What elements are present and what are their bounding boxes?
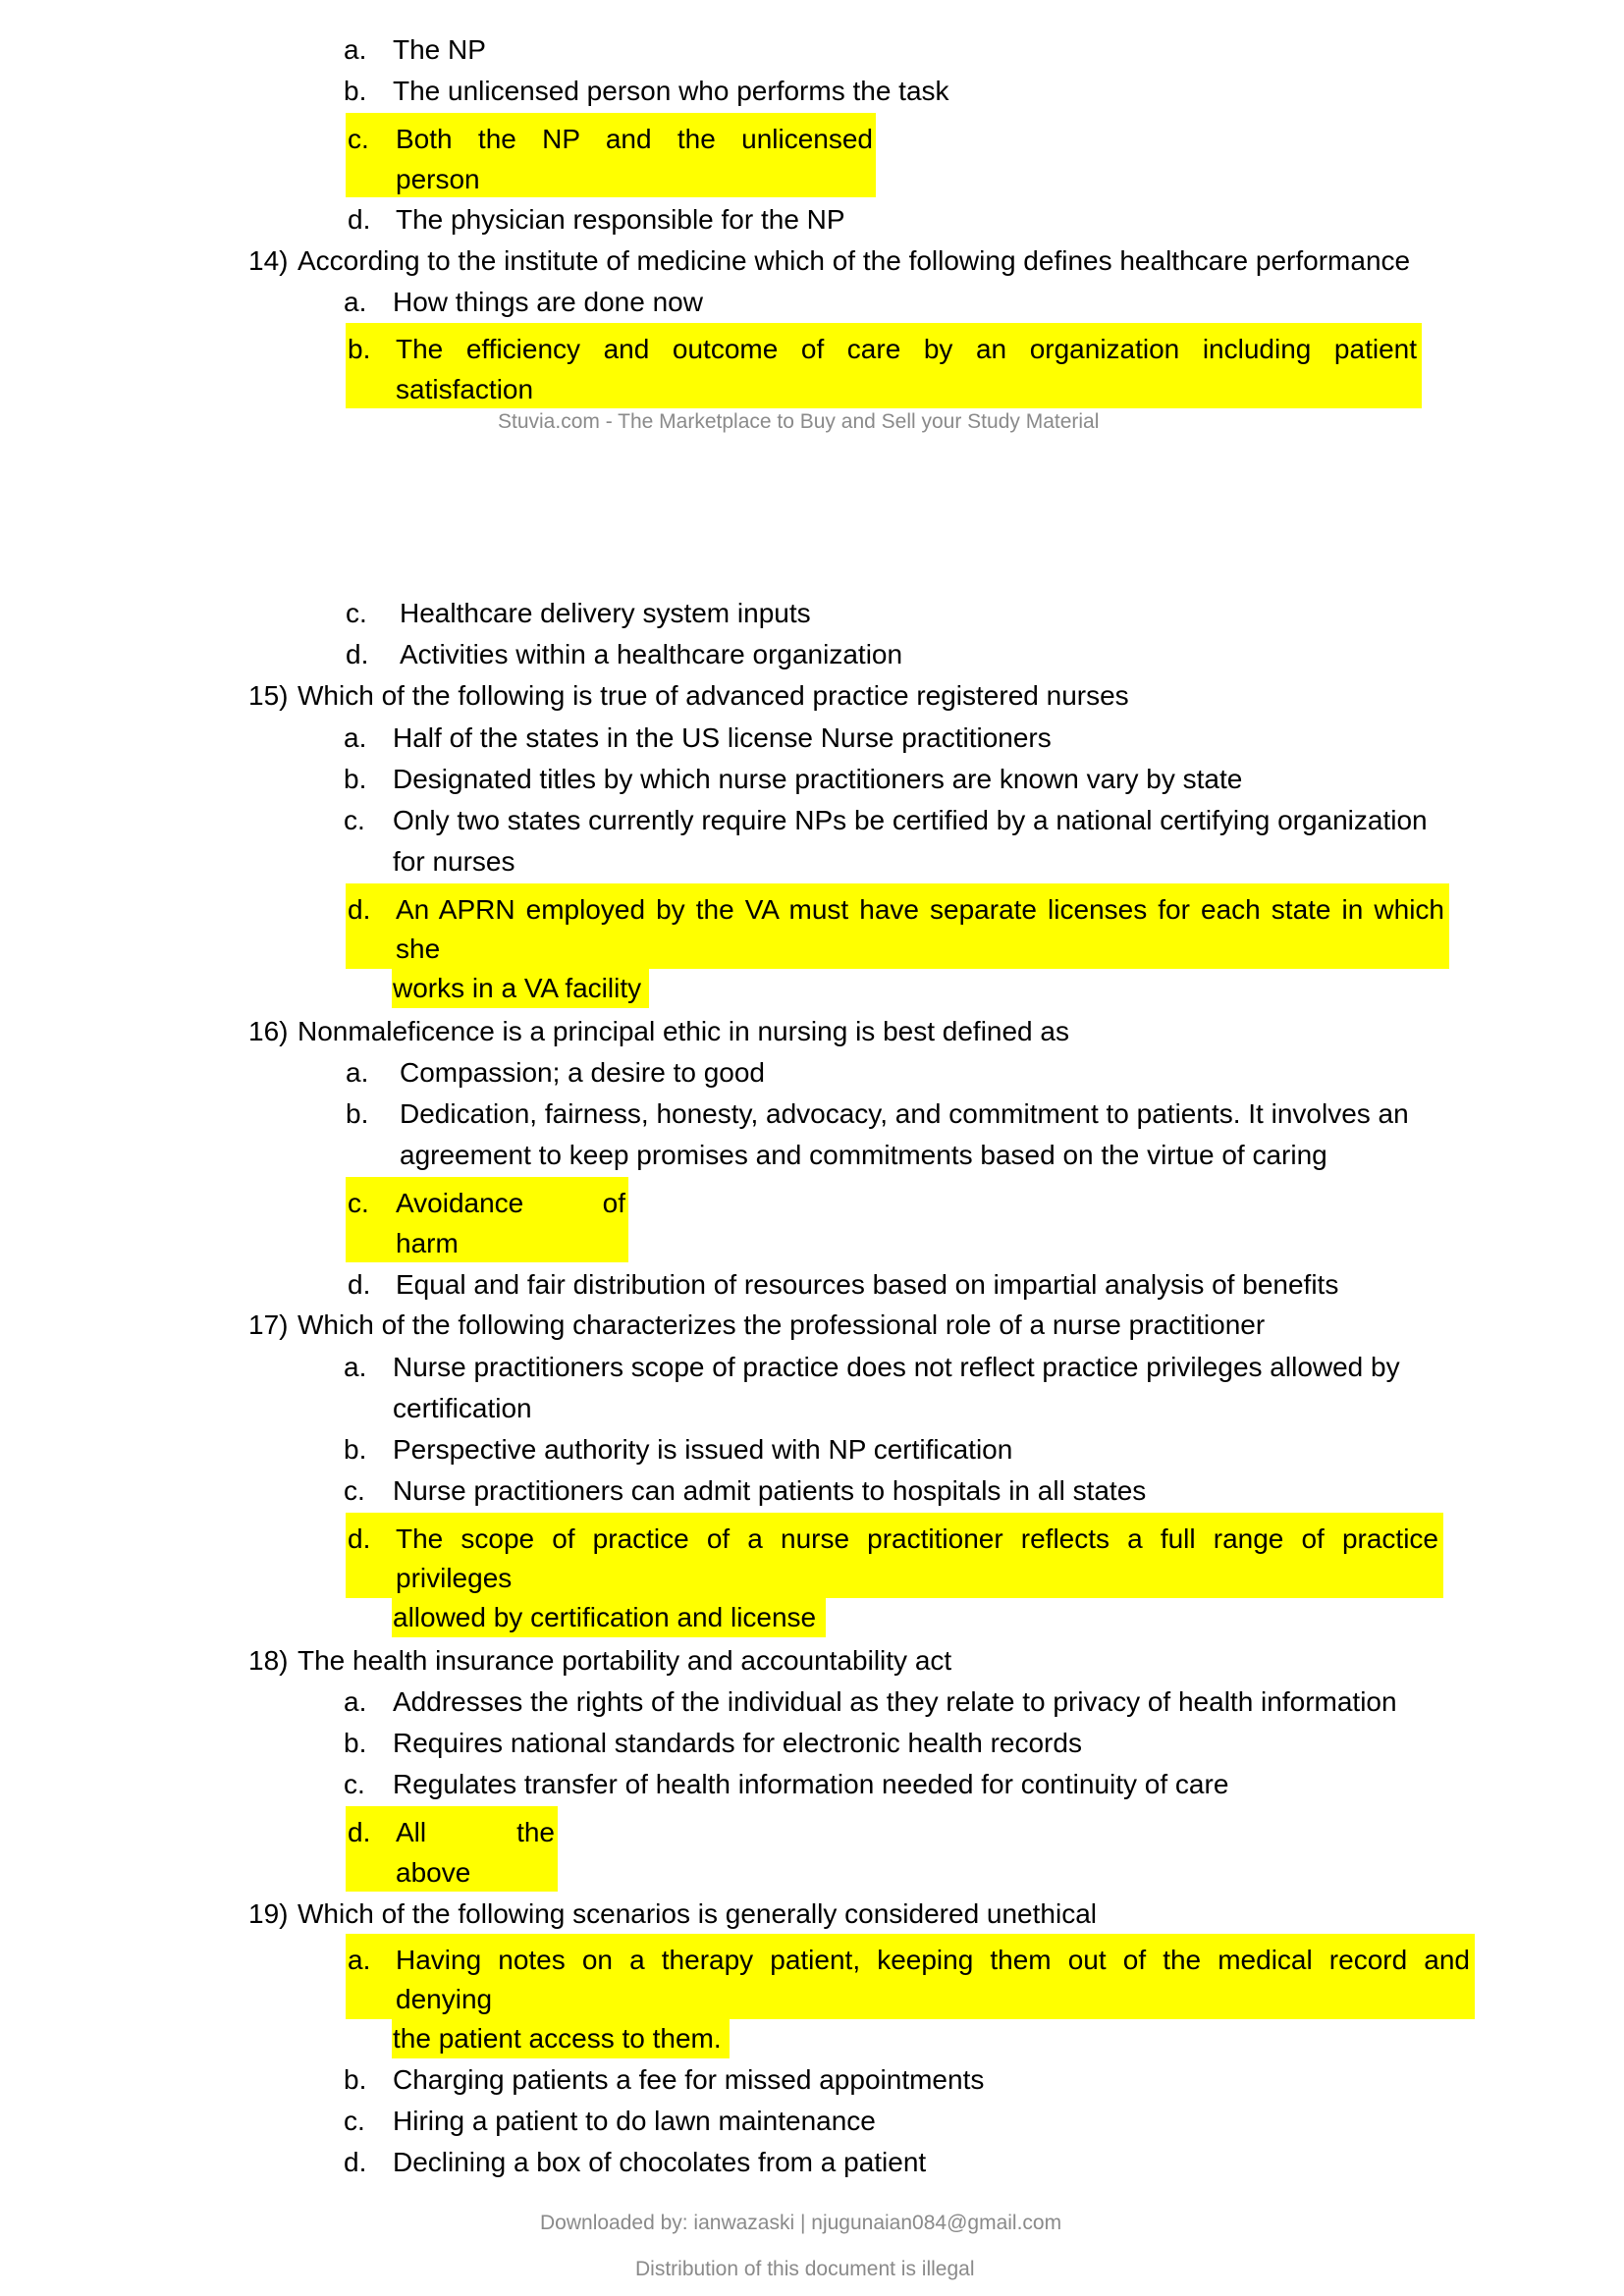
option-text: Perspective authority is issued with NP certification	[393, 1434, 1013, 1465]
option-text-continued: the patient access to them.	[393, 2023, 722, 2054]
option-letter: a.	[344, 287, 367, 317]
option-text: All the	[396, 1817, 555, 1847]
option-letter: a.	[344, 722, 367, 753]
option-text-continued: person	[396, 164, 480, 194]
option-text: Hiring a patient to do lawn maintenance	[393, 2106, 876, 2136]
option-text: Healthcare delivery system inputs	[400, 598, 811, 628]
option-text-continued: satisfaction	[396, 374, 534, 404]
option-text-continued: works in a VA facility	[393, 973, 642, 1003]
option-letter: c.	[344, 1769, 365, 1799]
option-text: Activities within a healthcare organization	[400, 639, 903, 669]
option-text-continued: above	[396, 1857, 471, 1888]
question-number: 19)	[248, 1898, 289, 1929]
option-letter: b.	[346, 1098, 369, 1129]
question-text: Which of the following characterizes the professional role of a nurse practitioner	[298, 1309, 1266, 1340]
page-footer: Stuvia.com - The Marketplace to Buy and Sell your Study Material	[498, 410, 1100, 433]
option-text-continued: privileges	[396, 1563, 513, 1593]
option-text: The efficiency and outcome of care by an organization including patient	[396, 334, 1417, 364]
option-letter: a.	[344, 1686, 367, 1717]
option-letter: b.	[344, 76, 367, 106]
option-text: Designated titles by which nurse practitioners are known vary by state	[393, 764, 1243, 794]
option-text: The physician responsible for the NP	[396, 204, 845, 235]
downloaded-by-footer: Downloaded by: ianwazaski | njugunaian084@gmail.com	[540, 2212, 1062, 2234]
option-letter: d.	[348, 1269, 371, 1300]
option-text: Charging patients a fee for missed appointments	[393, 2064, 985, 2095]
option-letter: b.	[344, 1728, 367, 1758]
option-text-continued: allowed by certification and license	[393, 1602, 817, 1632]
question-number: 18)	[248, 1645, 289, 1676]
option-text: Half of the states in the US license Nurse practitioners	[393, 722, 1052, 753]
option-letter: b.	[348, 334, 371, 364]
option-text: Equal and fair distribution of resources based on impartial analysis of benefits	[396, 1269, 1339, 1300]
question-text: Which of the following is true of advanced practice registered nurses	[298, 680, 1129, 711]
option-text: Only two states currently require NPs be certified by a national certifying organization	[393, 805, 1428, 835]
option-text-continued: agreement to keep promises and commitments based on the virtue of caring	[400, 1140, 1327, 1170]
option-text-continued: for nurses	[393, 846, 515, 877]
option-text: Nurse practitioners can admit patients to hospitals in all states	[393, 1475, 1147, 1506]
option-text: Dedication, fairness, honesty, advocacy, and commitment to patients. It involves an	[400, 1098, 1409, 1129]
question-number: 15)	[248, 680, 289, 711]
option-letter: c.	[346, 598, 367, 628]
option-text-continued: denying	[396, 1984, 493, 2014]
option-letter: a.	[348, 1945, 371, 1975]
option-letter: c.	[344, 2106, 365, 2136]
option-letter: b.	[344, 2064, 367, 2095]
option-text-continued: certification	[393, 1393, 532, 1423]
option-letter: b.	[344, 764, 367, 794]
option-letter: d.	[348, 204, 371, 235]
option-letter: c.	[348, 1188, 369, 1218]
option-text: Both the NP and the unlicensed	[396, 124, 873, 154]
option-letter: d.	[348, 894, 371, 925]
option-text: Declining a box of chocolates from a patient	[393, 2147, 927, 2177]
question-number: 16)	[248, 1016, 289, 1046]
option-text: Regulates transfer of health information needed for continuity of care	[393, 1769, 1229, 1799]
option-letter: c.	[344, 805, 365, 835]
option-letter: c.	[344, 1475, 365, 1506]
question-number: 17)	[248, 1309, 289, 1340]
option-letter: b.	[344, 1434, 367, 1465]
option-letter: d.	[346, 639, 369, 669]
option-letter: c.	[348, 124, 369, 154]
option-letter: a.	[344, 34, 367, 65]
option-text: How things are done now	[393, 287, 703, 317]
option-letter: a.	[344, 1352, 367, 1382]
option-text: An APRN employed by the VA must have separate licenses for each state in which	[396, 894, 1444, 925]
option-text-continued: she	[396, 934, 441, 964]
option-letter: a.	[346, 1057, 369, 1088]
option-letter: d.	[348, 1523, 371, 1554]
option-text: Addresses the rights of the individual as they relate to privacy of health information	[393, 1686, 1397, 1717]
option-text: The NP	[393, 34, 486, 65]
question-number: 14)	[248, 245, 289, 276]
option-text: Requires national standards for electronic health records	[393, 1728, 1082, 1758]
option-letter: d.	[344, 2147, 367, 2177]
question-text: According to the institute of medicine which of the following defines healthcare performance	[298, 245, 1411, 276]
option-text: Compassion; a desire to good	[400, 1057, 765, 1088]
option-text: Having notes on a therapy patient, keeping them out of the medical record and	[396, 1945, 1470, 1975]
option-text: The unlicensed person who performs the task	[393, 76, 949, 106]
option-letter: d.	[348, 1817, 371, 1847]
question-text: Which of the following scenarios is generally considered unethical	[298, 1898, 1097, 1929]
distribution-notice: Distribution of this document is illegal	[635, 2258, 975, 2280]
option-text-continued: harm	[396, 1228, 459, 1258]
option-text: The scope of practice of a nurse practitioner reflects a full range of practice	[396, 1523, 1438, 1554]
option-text: Avoidance of	[396, 1188, 625, 1218]
question-text: The health insurance portability and accountability act	[298, 1645, 952, 1676]
option-text: Nurse practitioners scope of practice does not reflect practice privileges allowed by	[393, 1352, 1400, 1382]
question-text: Nonmaleficence is a principal ethic in nursing is best defined as	[298, 1016, 1069, 1046]
